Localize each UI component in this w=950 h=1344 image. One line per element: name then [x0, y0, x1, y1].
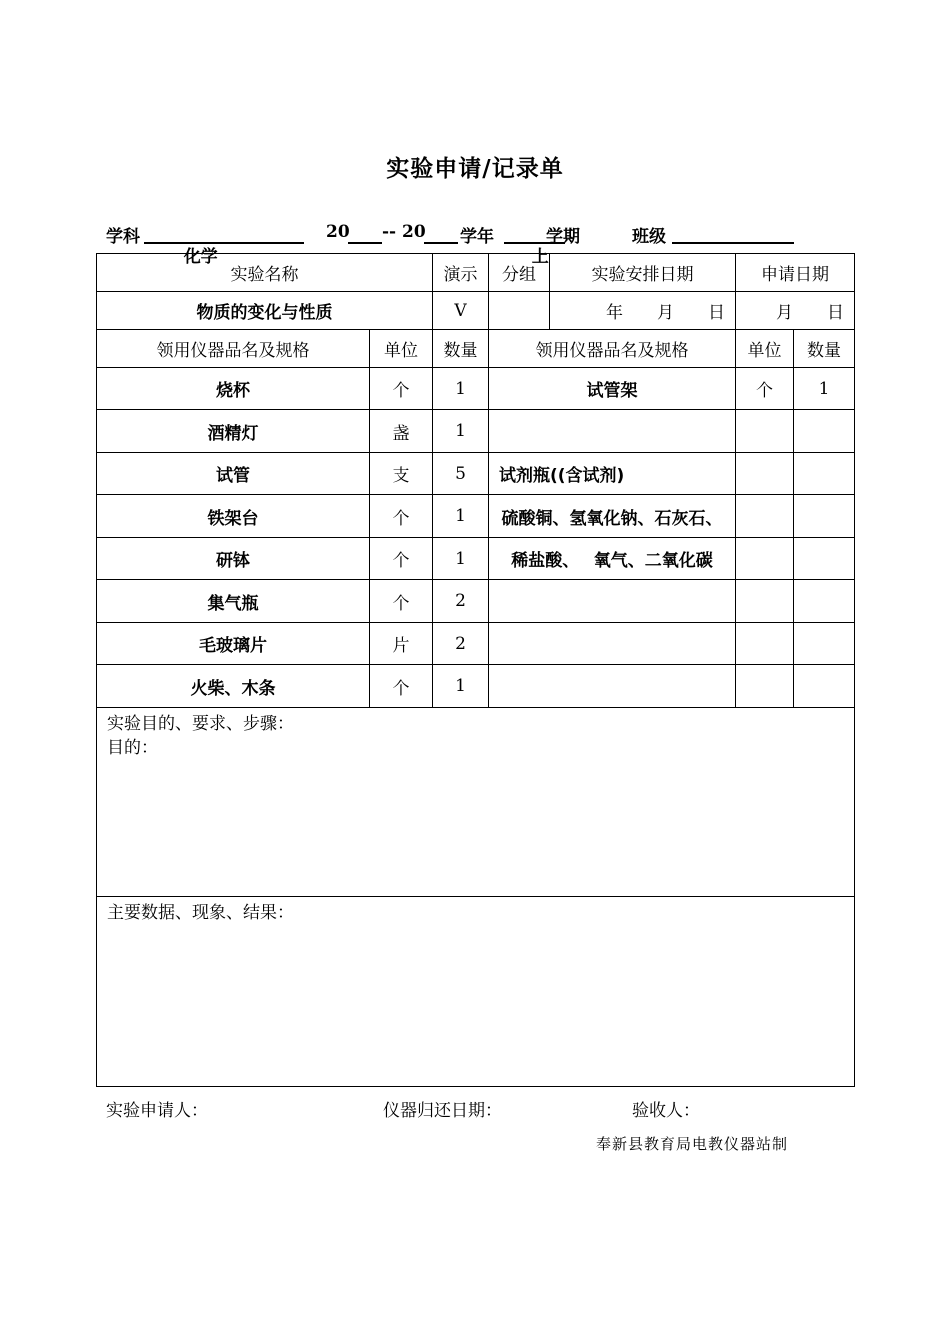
return-date-label: 仪器归还日期：: [383, 1101, 502, 1121]
experiment-name-header: 实验名称: [97, 254, 433, 292]
item-unit[interactable]: 个: [370, 368, 433, 410]
year-separator: --: [382, 222, 397, 242]
item-name[interactable]: 集气瓶: [97, 580, 370, 623]
item-qty[interactable]: [794, 623, 855, 665]
item-qty[interactable]: 1: [433, 495, 489, 538]
item-qty[interactable]: 5: [433, 453, 489, 495]
item-qty[interactable]: 1: [794, 368, 855, 410]
schedule-date-header: 实验安排日期: [550, 254, 736, 292]
year-prefix-2: 20: [402, 222, 426, 242]
items-header-row: [97, 330, 855, 368]
item-name[interactable]: [489, 623, 736, 665]
term-value: 上: [531, 247, 549, 267]
table-row: [97, 538, 855, 580]
class-field[interactable]: [672, 222, 794, 244]
item-unit[interactable]: 支: [370, 453, 433, 495]
item-name[interactable]: [489, 410, 736, 453]
item-name[interactable]: 试剂瓶((含试剂): [489, 453, 736, 495]
item-unit[interactable]: [736, 623, 794, 665]
unit-header-left: 单位: [370, 330, 433, 368]
item-name[interactable]: 试管架: [489, 368, 736, 410]
item-qty[interactable]: [794, 580, 855, 623]
year-start-field[interactable]: [348, 222, 382, 244]
item-unit[interactable]: [736, 453, 794, 495]
item-qty[interactable]: 1: [433, 665, 489, 708]
experiment-form-table: [96, 253, 855, 1087]
term-label: 学期: [546, 227, 580, 247]
issuer-note: 奉新县教育局电教仪器站制: [596, 1135, 789, 1153]
table-row: [97, 410, 855, 453]
results-field[interactable]: [97, 897, 855, 1087]
table-row: [97, 368, 855, 410]
qty-header-right: 数量: [794, 330, 855, 368]
receiver-label: 验收人：: [632, 1101, 700, 1121]
table-row: [97, 665, 855, 708]
table-row: [97, 495, 855, 538]
demo-mark[interactable]: V: [433, 292, 489, 330]
item-qty[interactable]: 2: [433, 623, 489, 665]
schedule-date-field[interactable]: 年 月 日: [550, 292, 736, 330]
year-prefix-1: 20: [326, 222, 350, 242]
page-title: 实验申请/记录单: [386, 155, 564, 182]
item-unit[interactable]: [736, 665, 794, 708]
subject-value: 化学: [183, 247, 218, 267]
experiment-name-value[interactable]: 物质的变化与性质: [97, 292, 433, 330]
experiment-row: [97, 292, 855, 330]
item-qty[interactable]: [794, 410, 855, 453]
item-unit[interactable]: [736, 538, 794, 580]
item-qty[interactable]: 1: [433, 368, 489, 410]
item-name[interactable]: 毛玻璃片: [97, 623, 370, 665]
year-end-field[interactable]: [424, 222, 458, 244]
item-name[interactable]: 酒精灯: [97, 410, 370, 453]
item-name[interactable]: 稀盐酸、 氧气、二氧化碳: [489, 538, 736, 580]
item-name[interactable]: [489, 665, 736, 708]
item-name-header-right: 领用仪器品名及规格: [489, 330, 736, 368]
item-qty[interactable]: 1: [433, 538, 489, 580]
item-unit[interactable]: 片: [370, 623, 433, 665]
item-name[interactable]: 烧杯: [97, 368, 370, 410]
item-unit[interactable]: 个: [370, 580, 433, 623]
subject-field[interactable]: [144, 222, 304, 267]
item-unit[interactable]: [736, 410, 794, 453]
item-qty[interactable]: [794, 495, 855, 538]
class-label: 班级: [632, 227, 666, 247]
subject-label: 学科: [106, 227, 140, 247]
purpose-field[interactable]: [97, 708, 855, 897]
item-name[interactable]: 硫酸铜、氢氧化钠、石灰石、: [489, 495, 736, 538]
item-name[interactable]: 研钵: [97, 538, 370, 580]
table-row: [97, 580, 855, 623]
results-heading: 主要数据、现象、结果：: [107, 903, 294, 923]
header-row: [97, 254, 855, 292]
applicant-label: 实验申请人：: [106, 1101, 208, 1121]
table-row: [97, 623, 855, 665]
form-header: [106, 222, 866, 267]
item-unit[interactable]: [736, 495, 794, 538]
purpose-row: [97, 708, 855, 897]
item-qty[interactable]: 1: [433, 410, 489, 453]
item-name[interactable]: 试管: [97, 453, 370, 495]
item-name-header-left: 领用仪器品名及规格: [97, 330, 370, 368]
item-unit[interactable]: [736, 580, 794, 623]
item-name[interactable]: 铁架台: [97, 495, 370, 538]
item-qty[interactable]: 2: [433, 580, 489, 623]
school-year-label: 学年: [460, 227, 494, 247]
item-name[interactable]: 火柴、木条: [97, 665, 370, 708]
item-name[interactable]: [489, 580, 736, 623]
item-unit[interactable]: 个: [370, 495, 433, 538]
group-header: 分组: [489, 254, 550, 292]
item-unit[interactable]: 盏: [370, 410, 433, 453]
apply-date-header: 申请日期: [736, 254, 855, 292]
item-unit[interactable]: 个: [370, 538, 433, 580]
unit-header-right: 单位: [736, 330, 794, 368]
item-qty[interactable]: [794, 665, 855, 708]
item-qty[interactable]: [794, 538, 855, 580]
apply-date-field[interactable]: 月 日: [736, 292, 855, 330]
purpose-heading: 实验目的、要求、步骤：: [107, 714, 294, 734]
item-unit[interactable]: 个: [736, 368, 794, 410]
demo-header: 演示: [433, 254, 489, 292]
qty-header-left: 数量: [433, 330, 489, 368]
purpose-sub-heading: 目的：: [107, 738, 158, 758]
results-row: [97, 897, 855, 1087]
item-qty[interactable]: [794, 453, 855, 495]
table-row: [97, 453, 855, 495]
item-unit[interactable]: 个: [370, 665, 433, 708]
group-mark[interactable]: [489, 292, 550, 330]
